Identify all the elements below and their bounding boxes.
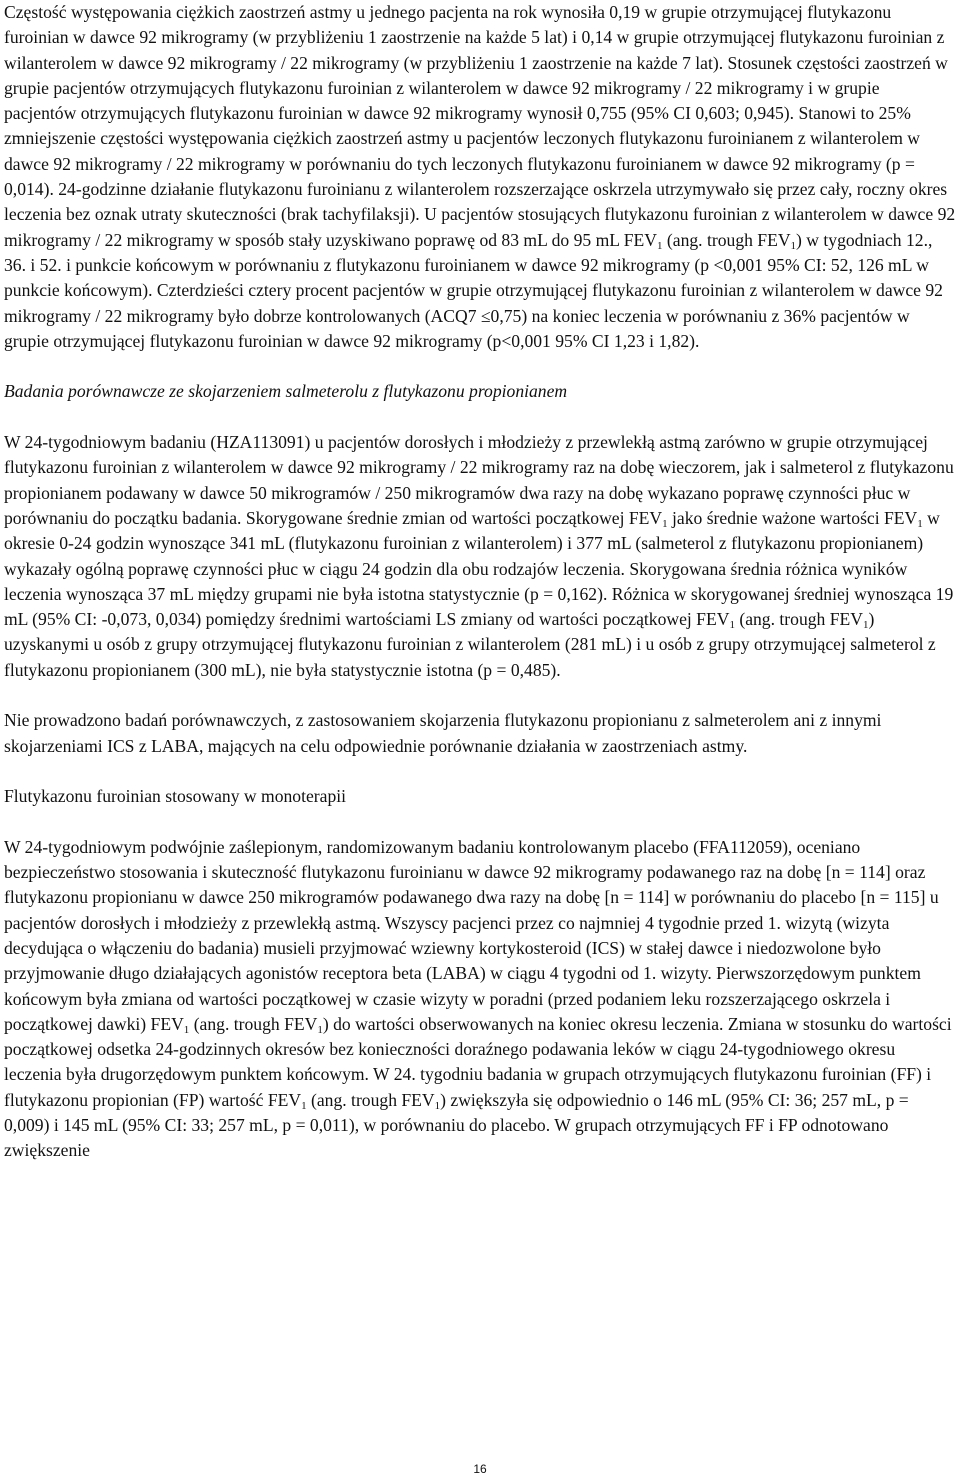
paragraph-text: w okresie 0-24 godzin wynoszące 341 mL (flutykazonu furoinian z wilanterolem) i 377 mL (salmeterol z flutykazonu propionianem) wykazały ogólną poprawę czynności płuc w ciągu 24 godzin dla obu rodzajów leczenia. Skorygowana średnia różnica wyników leczenia wynosząca 37 mL między grupami nie była istotna statystycznie (p = 0,162). Różnica w skorygowanej średniej wynosząca 19 mL (95% CI: -0,073, 0,034) pomiędzy średnimi wartościami LS zmiany od wartości początkowej FEV: [4, 507, 954, 630]
paragraph-exacerbation-rates: [4, 0, 956, 354]
paragraph-text: (ang. trough FEV: [734, 609, 863, 630]
subscript: 1: [790, 239, 797, 252]
section-heading-monotherapy: Flutykazonu furoinian stosowany w monoterapii: [4, 786, 347, 807]
subscript: 1: [862, 619, 869, 632]
paragraph-text: (ang. trough FEV: [306, 1089, 435, 1110]
paragraph-text: ) uzyskanymi u osób z grupy otrzymującej flutykazonu furoinian z wilanterolem (281 mL) i u osób z grupy otrzymującej salmeterol z flutykazonu propionianem (300 mL), nie była statystycznie istotna (p = 0,485).: [4, 609, 936, 680]
section-heading-comparative-studies: Badania porównawcze ze skojarzeniem salmeterolu z flutykazonu propionianem: [4, 381, 568, 402]
document-page: [4, 0, 956, 1189]
subscript: 1: [183, 1023, 190, 1036]
paragraph-text: Częstość występowania ciężkich zaostrzeń astmy u jednego pacjenta na rok wynosiła 0,19 w grupie otrzymującej flutykazonu furoinian w dawce 92 mikrogramy (w przybliżeniu 1 zaostrzenie na każde 5 lat) i 0,14 w grupie otrzymującej flutykazonu furoinian z wilanterolem w dawce 92 mikrogramy / 22 mikrogramy (w przybliżeniu 1 zaostrzenie na każde 7 lat). Stosunek częstości zaostrzeń w grupie pacjentów otrzymujących flutykazonu furoinian z wilanterolem w dawce 92 mikrogramy / 22 mikrogramy i w grupie pacjentów otrzymujących flutykazonu furoinian w dawce 92 mikrogramy wynosił 0,755 (95% CI 0,603; 0,945). Stanowi to 25% zmniejszenie częstości występowania ciężkich zaostrzeń astmy u pacjentów leczonych flutykazonu furoinianem z wilanterolem w dawce 92 mikrogramy / 22 mikrogramy w porównaniu do tych leczonych flutykazonu furoinianem w dawce 92 mikrogramy (p = 0,014). 24-godzinne działanie flutykazonu furoinianu z wilanterolem rozszerzające oskrzela utrzymywało się przez cały, roczny okres leczenia bez oznak utraty skuteczności (brak tachyfilaksji). U pacjentów stosujących flutykazonu furoinian z wilanterolem w dawce 92 mikrogramy / 22 mikrogramy w sposób stały uzyskiwano poprawę od 83 mL do 95 mL FEV: [4, 2, 956, 250]
paragraph-hza113091-study: [4, 430, 956, 683]
subscript: 1: [434, 1099, 441, 1112]
paragraph-text: (ang. trough FEV: [662, 229, 791, 250]
paragraph-text: ) zwiększyła się odpowiednio o 146 mL (95% CI: 36; 257 mL, p = 0,009) i 145 mL (95% CI: 33; 257 mL, p = 0,011), w porównaniu do placebo. W grupach otrzymujących FF i FP odnotowano zwiększenie: [4, 1089, 909, 1161]
subscript: 1: [657, 239, 663, 252]
paragraph-text: jako średnie ważone wartości FEV: [667, 507, 918, 528]
paragraph-text: W 24-tygodniowym podwójnie zaślepionym, randomizowanym badaniu kontrolowanym placebo (FFA112059), oceniano bezpieczeństwo stosowania i skuteczność flutykazonu furoinianu w dawce 92 mikrogramy podawanego raz na dobę [n = 114] oraz flutykazonu propionianu w dawce 250 mikrogramów podawanego dwa razy na dobę [n = 114] w porównaniu do placebo [n = 115] u pacjentów dorosłych i młodzieży z przewlekłą astmą. Wszyscy pacjenci przez co najmniej 4 tygodnie przed 1. wizytą (wizyta decydująca o włączeniu do badania) musieli przyjmować wziewny kortykosteroid (ICS) w stałej dawce i niedozwolone było przyjmowanie długo działających agonistów receptora beta (LABA) w ciągu 4 tygodni od 1. wizyty. Pierwszorzędowym punktem końcowym była zmiana od wartości początkowej w czasie wizyty w poradni (przed podaniem leku rozszerzającego oskrzela i początkowej dawki) FEV: [4, 836, 939, 1034]
paragraph-text: W 24-tygodniowym badaniu (HZA113091) u pacjentów dorosłych i młodzieży z przewlekłą astmą zarówno w grupie otrzymującej flutykazonu furoinian z wilanterolem w dawce 92 mikrogramy / 22 mikrogramy raz na dobę wieczorem, jak i salmeterol z flutykazonu propionianem podawany w dawce 50 mikrogramów / 250 mikrogramów dwa razy na dobę wykazano poprawę czynności płuc w porównaniu do początku badania. Skorygowane średnie zmian od wartości początkowej FEV: [4, 432, 954, 528]
paragraph-text: (ang. trough FEV: [189, 1013, 318, 1034]
subscript: 1: [917, 517, 923, 530]
paragraph-text: ) w tygodniach 12., 36. i 52. i punkcie końcowym w porównaniu z flutykazonu furoinianem w dawce 92 mikrogramy (p <0,001 95% CI: 52, 126 mL w punkcie końcowym). Czterdzieści cztery procent pacjentów w grupie otrzymującej flutykazonu furoinian z wilanterolem w dawce 92 mikrogramy / 22 mikrogramy było dobrze kontrolowanych (ACQ7 ≤0,75) na koniec leczenia w porównaniu z 36% pacjentów w grupie otrzymującej flutykazonu furoinian w dawce 92 mikrogramy (p<0,001 95% CI 1,23 i 1,82).: [4, 229, 943, 351]
subscript: 1: [301, 1099, 307, 1112]
page-number: 16: [473, 1462, 487, 1476]
paragraph-text: ) do wartości obserwowanych na koniec okresu leczenia. Zmiana w stosunku do wartości początkowej odsetka 24-godzinnych okresów bez konieczności doraźnego podawania leków w ciągu 24-tygodniowego okresu leczenia była drugorzędowym punktem końcowym. W 24. tygodniu badania w grupach otrzymujących flutykazonu furoinian (FF) i flutykazonu propionian (FP) wartość FEV: [4, 1013, 952, 1110]
paragraph-ffa112059-study: [4, 835, 956, 1164]
paragraph-no-comparative-studies: Nie prowadzono badań porównawczych, z zastosowaniem skojarzenia flutykazonu propionianu z salmeterolem ani z innymi skojarzeniami ICS z LABA, mających na celu odpowiednie porównanie działania w zaostrzeniach astmy.: [4, 710, 882, 756]
subscript: 1: [317, 1023, 323, 1036]
subscript: 1: [729, 619, 735, 632]
subscript: 1: [662, 517, 668, 530]
